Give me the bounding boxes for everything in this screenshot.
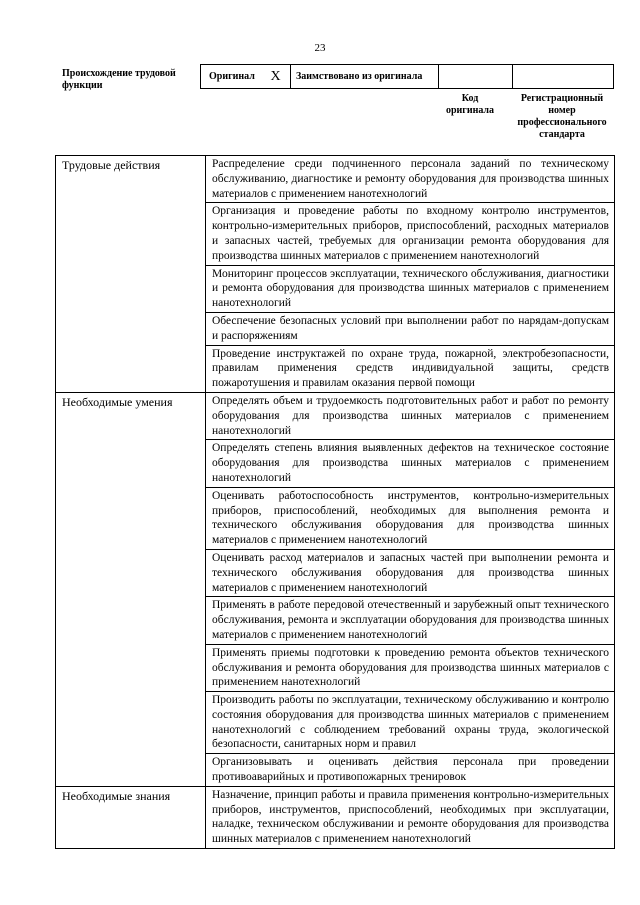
origin-label: Происхождение трудовой функции	[62, 68, 176, 91]
origin-borrowed-label: Заимствовано из оригинала	[291, 65, 439, 88]
section-item: Организация и проведение работы по входному контролю инструментов, контрольно-измерительных приборов, приспособлений, расходных материалов и запасных частей, требуемых для организации ремонта оборудования для производства шинных материалов с применением нанотехнологий	[206, 203, 615, 265]
section-item: Применять в работе передовой отечественный и зарубежный опыт технического обслуживания, ремонта и эксплуатации оборудования для производства шинных материалов с применением нанотехнологий	[206, 597, 615, 644]
origin-reg-cell	[513, 65, 613, 88]
page-number: 23	[314, 42, 326, 54]
section-item: Организовывать и оценивать действия персонала при проведении противоаварийных и противопожарных тренировок	[206, 754, 615, 787]
origin-original-mark: X	[261, 65, 291, 88]
section-item: Оценивать работоспособность инструментов, контрольно-измерительных приборов, приспособлений, необходимых для выполнения ремонта и технического обслуживания оборудования для производства шинных материалов с применением нанотехнологий	[206, 487, 615, 549]
origin-original-label: Оригинал	[209, 71, 255, 82]
section-item: Распределение среди подчиненного персонала заданий по техническому обслуживанию, диагностике и ремонту оборудования для производства шинных материалов с применением нанотехнологий	[206, 156, 615, 203]
section-item: Определять объем и трудоемкость подготовительных работ и работ по ремонту оборудования для производства шинных материалов с применением нанотехнологий	[206, 392, 615, 439]
table-row	[56, 786, 615, 848]
reg-number-caption: Регистрационный номер профессионального стандарта	[517, 93, 607, 140]
section-title: Необходимые знания	[56, 786, 206, 848]
section-title: Необходимые умения	[56, 392, 206, 786]
origin-code-cell	[439, 65, 513, 88]
section-item: Мониторинг процессов эксплуатации, технического обслуживания, диагностики и ремонта оборудования для производства шинных материалов с применением нанотехнологий	[206, 265, 615, 312]
section-item: Определять степень влияния выявленных дефектов на техническое состояние оборудования для производства шинных материалов с применением нанотехнологий	[206, 440, 615, 487]
table-row	[56, 156, 615, 203]
table-row	[56, 392, 615, 439]
section-item: Применять приемы подготовки к проведению ремонта объектов технического обслуживания и ремонта оборудования для производства шинных материалов с применением нанотехнологий	[206, 644, 615, 691]
section-item: Производить работы по эксплуатации, техническому обслуживанию и контролю состояния оборудования для производства шинных материалов с применением нанотехнологий с соблюдением требований охраны труда, экологической безопасности, санитарных норм и правил	[206, 692, 615, 754]
section-item: Обеспечение безопасных условий при выполнении работ по нарядам-допускам и распоряжениям	[206, 312, 615, 345]
section-title: Трудовые действия	[56, 156, 206, 393]
code-caption: Код оригинала	[445, 93, 495, 116]
function-table	[55, 155, 615, 849]
section-item: Проведение инструктажей по охране труда, пожарной, электробезопасности, правилам применения средств индивидуальной защиты, средств пожаротушения и правилам оказания первой помощи	[206, 345, 615, 392]
section-item: Назначение, принцип работы и правила применения контрольно-измерительных приборов, инструментов, приспособлений, необходимых при эксплуатации, наладке, техническом обслуживании и ремонте оборудования для производства шинных материалов с применением нанотехнологий	[206, 786, 615, 848]
section-item: Оценивать расход материалов и запасных частей при выполнении ремонта и технического обслуживания оборудования для производства шинных материалов с применением нанотехнологий	[206, 549, 615, 596]
origin-box	[200, 64, 614, 89]
